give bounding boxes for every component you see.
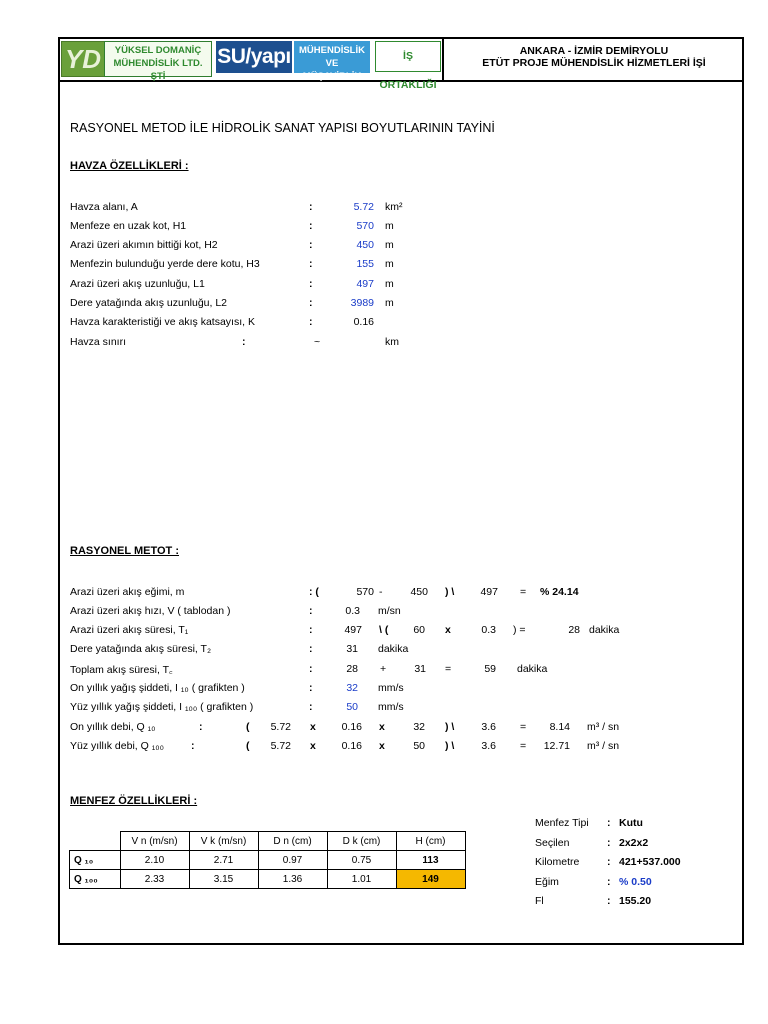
egim-colon: : ( (309, 586, 319, 598)
cell: 2.10 (120, 851, 189, 870)
col-dn: D n (cm) (258, 832, 327, 851)
egim-op2: ) \ (445, 586, 455, 598)
havza-row-value: 5.72 (353, 201, 374, 213)
q10-unit: m³ / sn (587, 721, 620, 733)
q10-result: 8.14 (549, 721, 570, 733)
q100-result: 12.71 (543, 740, 570, 752)
i100-colon: : (309, 701, 313, 713)
cell: 0.75 (327, 851, 396, 870)
yd-logo: YD (61, 41, 105, 77)
col-dk: D k (cm) (327, 832, 396, 851)
q10-colon: : (199, 721, 203, 733)
cell: 3.15 (189, 870, 258, 889)
havza-row-value: 155 (356, 258, 374, 270)
hiz-colon: : (309, 605, 313, 617)
havza-row-label: Havza karakteristiği ve akış katsayısı, K (70, 316, 255, 328)
q10-x2: x (379, 721, 385, 733)
havza-heading: HAVZA ÖZELLİKLERİ : (70, 160, 189, 172)
havza-row-value: 3989 (350, 297, 374, 309)
q10-d: 32 (413, 721, 425, 733)
havza-row-unit: m (385, 278, 394, 290)
havza-row-value: 450 (356, 239, 374, 251)
havza-row-colon: : (309, 220, 313, 232)
havza-row-colon: : (309, 258, 313, 270)
company1-name (104, 41, 212, 82)
project-title (446, 45, 742, 69)
menfez-table (69, 831, 466, 889)
q100-d: 50 (413, 740, 425, 752)
q100-eq: = (520, 740, 527, 752)
havza-row-label: Havza alanı, A (70, 201, 138, 213)
tc-a: 28 (346, 663, 358, 675)
cell: 1.01 (327, 870, 396, 889)
havza-row-colon: : (309, 316, 313, 328)
t1-op2: x (445, 624, 451, 636)
menfez-info-label: Menfez Tipi (535, 817, 589, 829)
menfez-info-value: % 0.50 (619, 876, 652, 888)
menfez-heading: MENFEZ ÖZELLİKLERİ : (70, 795, 198, 807)
q100-label: Yüz yıllık debi, Q ₁₀₀ (70, 740, 164, 752)
havza-siniri-label: Havza sınırı (70, 336, 127, 348)
menfez-info-value: Kutu (619, 817, 643, 829)
havza-row-unit: m (385, 258, 394, 270)
egim-op1: - (379, 586, 383, 598)
q100-op: ) \ (445, 740, 455, 752)
havza-row-unit: m (385, 220, 394, 232)
menfez-info-colon: : (607, 895, 611, 907)
havza-row-value: 570 (356, 220, 374, 232)
q100-x1: x (310, 740, 316, 752)
q100-unit: m³ / sn (587, 740, 620, 752)
t1-eq: ) = (513, 624, 526, 636)
t1-d: 0.3 (481, 624, 496, 636)
company1-line2: MÜHENDİSLİK LTD. ŞTİ (113, 58, 203, 82)
havza-siniri-value: ~ (314, 336, 321, 348)
menfez-info-label: Kilometre (535, 856, 580, 868)
menfez-info-colon: : (607, 856, 611, 868)
cell: 0.97 (258, 851, 327, 870)
q100-paren: ( (246, 740, 250, 752)
joint-venture-badge: İŞ ORTAKLIĞI (375, 41, 441, 72)
egim-a: 570 (356, 586, 374, 598)
menfez-info-label: Eğim (535, 876, 559, 888)
t1-a: 497 (344, 624, 362, 636)
q10-b: 0.16 (341, 721, 362, 733)
tc-colon: : (309, 663, 313, 675)
q10-label: On yıllık debi, Q ₁₀ (70, 721, 156, 733)
t1-label: Arazi üzeri akış süresi, T₁ (70, 624, 189, 636)
t1-b: 60 (413, 624, 425, 636)
q100-x2: x (379, 740, 385, 752)
row-name: Q ₁₀ (70, 851, 121, 870)
hiz-value: 0.3 (345, 605, 360, 617)
page-frame (58, 37, 744, 945)
q10-paren: ( (246, 721, 250, 733)
table-row (70, 870, 466, 889)
t1-unit: dakika (589, 624, 620, 636)
cell: 2.33 (120, 870, 189, 889)
q100-colon: : (191, 740, 195, 752)
header-vertical-divider (442, 37, 444, 81)
hiz-unit: m/sn (378, 605, 401, 617)
tc-b: 31 (414, 663, 426, 675)
havza-row-colon: : (309, 297, 313, 309)
company2-name (294, 41, 370, 95)
egim-b: 450 (410, 586, 428, 598)
i10-colon: : (309, 682, 313, 694)
q10-x1: x (310, 721, 316, 733)
cell: 1.36 (258, 870, 327, 889)
t2-value: 31 (346, 643, 358, 655)
havza-row-label: Dere yatağında akış uzunluğu, L2 (70, 297, 228, 309)
menfez-info-value: 2x2x2 (619, 837, 649, 849)
t2-colon: : (309, 643, 313, 655)
egim-d: 497 (480, 586, 498, 598)
havza-row-unit: m (385, 239, 394, 251)
i10-label: On yıllık yağış şiddeti, I ₁₀ ( grafikten ) (70, 682, 245, 694)
menfez-corner (70, 832, 121, 851)
t1-colon: : (309, 624, 313, 636)
havza-row-unit: km² (385, 201, 403, 213)
menfez-info-colon: : (607, 837, 611, 849)
q10-a: 5.72 (270, 721, 291, 733)
hiz-label: Arazi üzeri akış hızı, V ( tablodan ) (70, 605, 231, 617)
cell-h: 113 (396, 851, 465, 870)
project-line2: ETÜT PROJE MÜHENDİSLİK HİZMETLERİ İŞİ (482, 57, 706, 69)
menfez-info-label: Fl (535, 895, 544, 907)
menfez-info-colon: : (607, 876, 611, 888)
tc-eq: = (445, 663, 452, 675)
cell-h-highlighted: 149 (396, 870, 465, 889)
row-name: Q ₁₀₀ (70, 870, 121, 889)
q10-e: 3.6 (481, 721, 496, 733)
t2-unit: dakika (378, 643, 409, 655)
menfez-info-colon: : (607, 817, 611, 829)
tc-op1: + (380, 663, 387, 675)
havza-row-label: Arazi üzeri akış uzunluğu, L1 (70, 278, 205, 290)
tc-unit: dakika (517, 663, 548, 675)
company2-line2: MÜŞAVİRLİK A.Ş. (302, 71, 362, 95)
project-line1: ANKARA - İZMİR DEMİRYOLU (519, 45, 669, 57)
egim-result: % 24.14 (540, 586, 579, 598)
rasyonel-heading: RASYONEL METOT : (70, 545, 179, 557)
q10-eq: = (520, 721, 527, 733)
page-title: RASYONEL METOD İLE HİDROLİK SANAT YAPISI BOYUTLARININ TAYİNİ (70, 121, 495, 135)
havza-siniri-unit: km (385, 336, 399, 348)
i100-value: 50 (346, 701, 358, 713)
menfez-info-label: Seçilen (535, 837, 570, 849)
havza-row-colon: : (309, 278, 313, 290)
q10-op: ) \ (445, 721, 455, 733)
havza-row-value: 0.16 (353, 316, 374, 328)
q100-a: 5.72 (270, 740, 291, 752)
i100-unit: mm/s (378, 701, 404, 713)
i10-value: 32 (346, 682, 358, 694)
egim-label: Arazi üzeri akış eğimi, m (70, 586, 185, 598)
havza-siniri-colon: : (242, 336, 246, 348)
col-vn: V n (m/sn) (120, 832, 189, 851)
t2-label: Dere yatağında akış süresi, T₂ (70, 643, 212, 655)
q100-e: 3.6 (481, 740, 496, 752)
table-row (70, 851, 466, 870)
i100-label: Yüz yıllık yağış şiddeti, I ₁₀₀ ( grafikten ) (70, 701, 254, 713)
havza-row-label: Menfezin bulunduğu yerde dere kotu, H3 (70, 258, 260, 270)
havza-row-unit: m (385, 297, 394, 309)
q100-b: 0.16 (341, 740, 362, 752)
t1-result: 28 (568, 624, 580, 636)
havza-row-value: 497 (356, 278, 374, 290)
egim-eq: = (520, 586, 527, 598)
i10-unit: mm/s (378, 682, 404, 694)
menfez-info-value: 155.20 (619, 895, 652, 907)
menfez-info-value: 421+537.000 (619, 856, 681, 868)
company1-line1: YÜKSEL DOMANİÇ (114, 45, 202, 56)
suyapi-logo: SU/yapı (216, 41, 292, 73)
col-vk: V k (m/sn) (189, 832, 258, 851)
t1-op1: \ ( (379, 624, 389, 636)
havza-row-colon: : (309, 201, 313, 213)
tc-label: Toplam akış süresi, T꜀ (70, 664, 173, 676)
menfez-header-row (70, 832, 466, 851)
havza-row-label: Arazi üzeri akımın bittiği kot, H2 (70, 239, 218, 251)
col-h: H (cm) (396, 832, 465, 851)
havza-row-colon: : (309, 239, 313, 251)
havza-row-label: Menfeze en uzak kot, H1 (70, 220, 187, 232)
company2-line1: MÜHENDİSLİK VE (299, 45, 365, 69)
cell: 2.71 (189, 851, 258, 870)
tc-result: 59 (484, 663, 496, 675)
